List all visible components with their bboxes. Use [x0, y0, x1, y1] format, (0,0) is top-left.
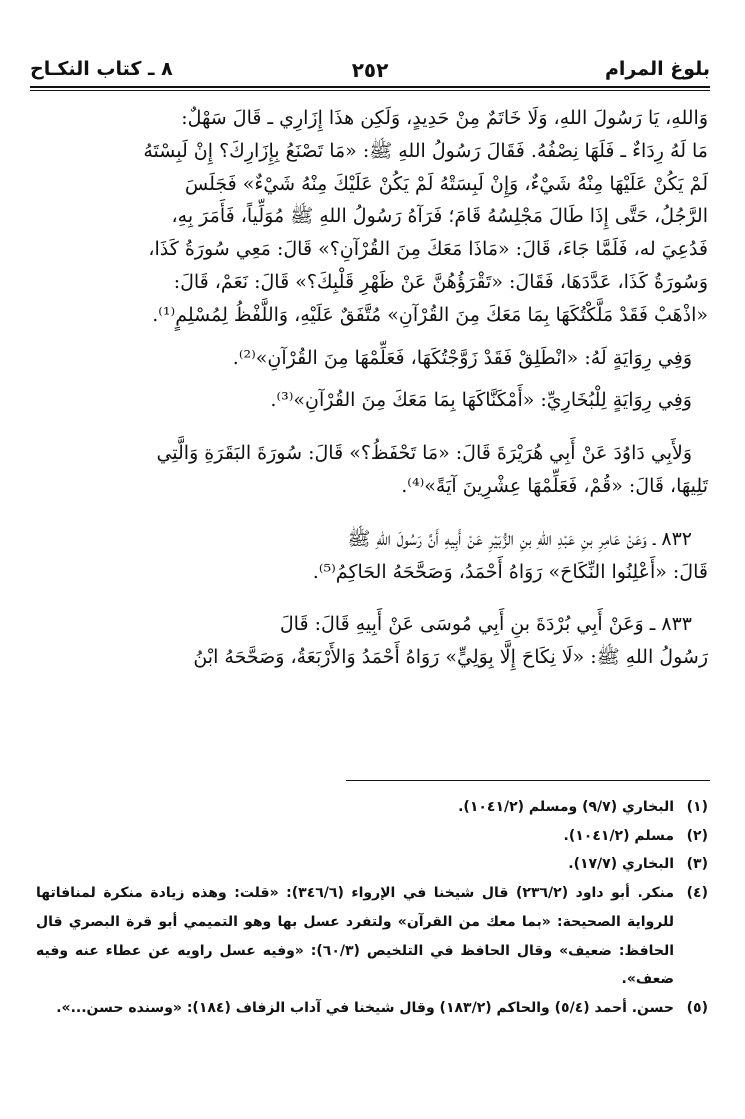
text-line: وَسُورَةُ كَذَا، عَدَّدَهَا، فَقَالَ: «تَقْرَؤُهُنَّ عَنْ ظَهْرِ قَلْبِكَ؟» قَالَ: نَعَمْ، قَالَ:	[173, 270, 708, 293]
text-line: فَدُعِيَ له، فَلَمَّا جَاءَ، قَالَ: «مَاذَا مَعَكَ مِنَ القُرْآنِ؟» قَالَ: مَعِي سُورَةُ كَذَا،	[148, 238, 708, 261]
chapter-title: ٨ ـ كتاب النكـاح	[30, 58, 173, 80]
hadith-833	[38, 608, 708, 674]
footnote-number: (٥)	[686, 999, 708, 1016]
hadith-832	[38, 523, 708, 589]
text-line: ٨٣٣ ـ وَعَنْ أَبِي بُرْدَةَ بنِ أَبِي مُوسَى عَنْ أَبِيهِ قَالَ: قَالَ	[279, 613, 692, 636]
text-line: مَا لَهُ رِدَاءٌ ـ فَلَهَا نِصْفُهُ. فَقَالَ رَسُولُ اللهِ ﷺ: «مَا تَصْنَعُ بِإِزَارِكَ؟ إِنْ لَبِسْتَهُ	[143, 139, 708, 162]
page-header	[30, 52, 710, 88]
footnote-text: حسن. أحمد (٥/٤) والحاكم (١٨٣/٢) وقال شيخنا في آداب الزفاف (١٨٤): «وسنده حسن...».	[56, 999, 674, 1016]
text-line: ٨٣٢ ـ وَعَنْ عَامِرِ بنِ عَبْدِ اللهِ بنِ الزُّبَيْرِ عَنْ أَبِيهِ أَنَّ رَسُولَ اللهِ ﷺ	[347, 527, 692, 550]
text-line: وَاللهِ، يَا رَسُولَ اللهِ، وَلَا خَاتَمٌ مِنْ حَدِيدٍ، وَلَكِن هذَا إِزَارِي ـ قَالَ سَهْلٌ:	[181, 107, 708, 129]
page-number: ٢٥٢	[351, 58, 389, 82]
footnote-text: البخاري (٩/٧) ومسلم (١٠٤١/٢).	[458, 799, 674, 815]
footnote-divider	[346, 780, 710, 781]
footnote-text: مسلم (١٠٤١/٢).	[563, 827, 674, 844]
footnote-text: البخاري (١٧/٧).	[568, 856, 674, 873]
footnotes	[36, 793, 708, 1023]
footnote	[36, 793, 708, 822]
text-line: تَلِيهَا، قَالَ: «قُمْ، فَعَلِّمْهَا عِشْرِينَ آيَةً»⁽⁴⁾.	[401, 474, 708, 497]
footnote	[36, 850, 708, 879]
footnote	[36, 994, 708, 1023]
text-line: قَالَ: «أَعْلِنُوا النِّكَاحَ» رَوَاهُ أَحْمَدُ، وَصَحَّحَهُ الحَاكِمُ⁽⁵⁾.	[312, 560, 708, 583]
footnote-number: (٣)	[686, 856, 708, 873]
paragraph-abu-dawud	[38, 437, 708, 503]
text-line: «اذْهَبْ فَقَدْ مَلَّكْتُكَهَا بِمَا مَعَكَ مِنَ القُرْآنِ» مُتَّفَقٌ عَلَيْهِ، وَاللَّفْظُ لِمُسْلِمٍ⁽¹⁾.	[152, 303, 708, 326]
main-text	[38, 102, 708, 674]
text-line: وَلأَبِي دَاوُدَ عَنْ أَبِي هُرَيْرَةَ قَالَ: «مَا تَحْفَظُ؟» قَالَ: سُورَةَ البَقَرَةِ وَالَّتِي	[156, 442, 692, 465]
header-divider	[30, 86, 710, 91]
text-line: الرَّجُلُ، حَتَّى إِذَا طَالَ مَجْلِسُهُ قَامَ؛ فَرَآهُ رَسُولُ اللهِ ﷺ مُوَلِّياً، فَأَمَرَ بِهِ،	[171, 205, 708, 228]
paragraph-muslim-narration: وَفِي رِوَايَةٍ لَهُ: «انْطَلِقْ فَقَدْ زَوَّجْتُكَهَا، فَعَلِّمْهَا مِنَ القُرْآنِ»⁽²⁾.	[232, 346, 692, 369]
footnote-number: (٤)	[686, 885, 708, 902]
paragraph-bukhari-narration: وَفِي رِوَايَةٍ لِلْبُخَارِيِّ: «أَمْكَنَّاكَهَا بِمَا مَعَكَ مِنَ القُرْآنِ»⁽³⁾.	[270, 389, 692, 412]
text-line: لَمْ يَكُنْ عَلَيْهَا مِنْهُ شَيْءٌ، وَإِنْ لَبِسَتْهُ لَمْ يَكُنْ عَلَيْكَ مِنْهُ شَيْءٌ» فَجَلَسَ	[184, 172, 708, 195]
footnote-number: (٢)	[686, 827, 708, 844]
text-line: رَسُولُ اللهِ ﷺ: «لَا نِكَاحَ إِلَّا بِوَلِيٍّ» رَوَاهُ أَحْمَدُ وَالأَرْبَعَةُ، وَصَحَّحَهُ ابْنُ	[193, 646, 708, 669]
footnote-number: (١)	[686, 799, 708, 815]
footnote-text: منكر. أبو داود (٢٣٦/٢) قال شيخنا في الإرواء (٣٤٦/٦): «قلت: وهذه زيادة منكرة لمنافاتها للرواية الصحيحة: «بما معك من القرآن» ولتفرد عسل بها وهو التميمي أبو قرة البصري قال الحافظ: ضعيف» وقال الحافظ في التلخيص (٦٠/٣): «وفيه عسل راويه عن عطاء عنه وفيه ضعف».	[36, 885, 675, 988]
book-title: بلوغ المرام	[604, 58, 710, 80]
footnote	[36, 879, 708, 994]
footnote	[36, 822, 708, 851]
